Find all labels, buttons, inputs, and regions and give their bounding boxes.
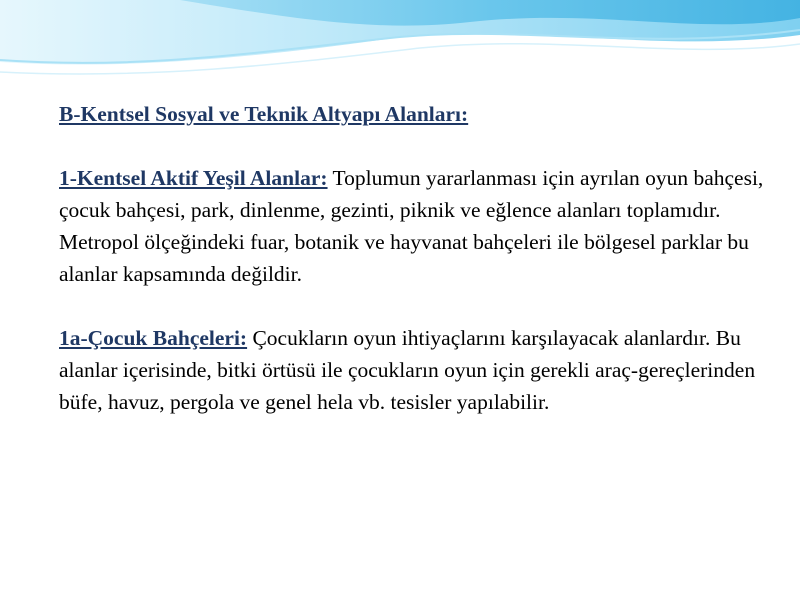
spacer xyxy=(59,290,779,322)
text-children-gardens: Çocukların oyun ihtiyaçlarını karşılayacak alanlardır. Bu alanlar içerisinde, bitki örtüsü ile çocukların oyun için gerekli araç-gereçlerinden büfe, havuz, pergola ve genel hela vb. tesisler yapılabilir. xyxy=(59,326,756,414)
slide-heading: B-Kentsel Sosyal ve Teknik Altyapı Alanları: xyxy=(59,102,469,126)
term-active-green-areas: 1-Kentsel Aktif Yeşil Alanlar: xyxy=(59,166,328,190)
term-children-gardens: 1a-Çocuk Bahçeleri: xyxy=(59,326,248,350)
text-active-green-areas: Toplumun yararlanması için ayrılan oyun bahçesi, çocuk bahçesi, park, dinlenme, gezinti, piknik ve eğlence alanları toplamıdır. Metropol ölçeğindeki fuar, botanik ve hayvanat bahçeleri ile bölgesel parklar bu alanlar kapsamında değildir. xyxy=(59,166,764,286)
wave-banner-decoration xyxy=(0,0,800,90)
paragraph-active-green-areas xyxy=(59,162,779,290)
paragraph-children-gardens xyxy=(59,322,779,418)
spacer xyxy=(59,130,779,162)
slide-content xyxy=(59,98,779,418)
